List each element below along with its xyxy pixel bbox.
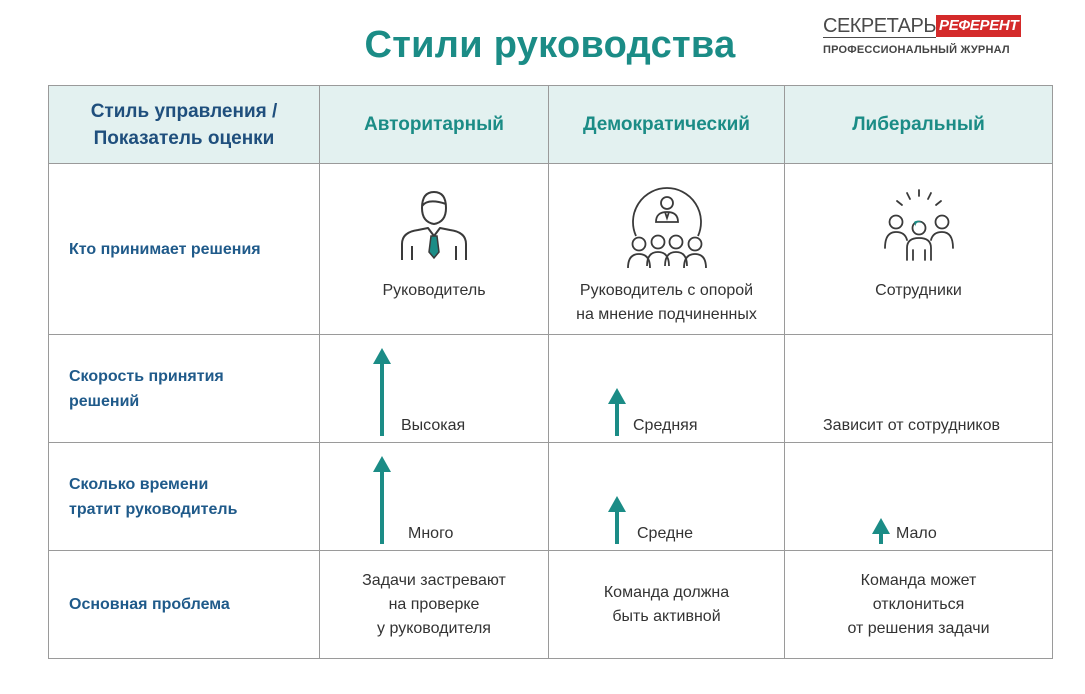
leadership-styles-table xyxy=(48,85,1053,659)
arrow-head xyxy=(373,456,391,472)
cell-problem-democratic xyxy=(549,551,785,659)
row-label-speed-line2: решений xyxy=(69,392,140,410)
cell-speed-democratic xyxy=(549,335,785,443)
problem-authoritarian-line2: на проверке xyxy=(388,595,480,613)
problem-democratic-line1: Команда должна xyxy=(603,583,730,601)
col-header-democratic: Демократический xyxy=(549,86,785,164)
arrow-head xyxy=(373,348,391,364)
decision-maker-democratic-line2: на мнение подчиненных xyxy=(576,306,757,323)
header-row xyxy=(49,86,1053,164)
row-label-time-line2: тратит руководитель xyxy=(69,500,238,518)
row-label-decisions: Кто принимает решения xyxy=(49,164,320,335)
row-label-speed-line1: Скорость принятия xyxy=(69,367,224,385)
logo-subtitle: ПРОФЕССИОНАЛЬНЫЙ ЖУРНАЛ xyxy=(823,44,1010,56)
col-header-liberal: Либеральный xyxy=(785,86,1053,164)
cell-speed-authoritarian xyxy=(320,335,549,443)
time-value-authoritarian: Много xyxy=(408,525,454,542)
row-label-time-line1: Сколько времени xyxy=(69,475,209,493)
cell-speed-liberal xyxy=(785,335,1053,443)
corner-header xyxy=(49,86,320,164)
row-time xyxy=(49,443,1053,551)
decision-maker-democratic xyxy=(549,279,784,327)
problem-liberal-line2: отклониться xyxy=(872,595,965,613)
level-arrow-high xyxy=(373,456,391,544)
journal-logo xyxy=(823,15,1023,63)
arrow-head xyxy=(872,518,890,534)
problem-liberal-line1: Команда может xyxy=(860,571,977,589)
arrow-shaft xyxy=(380,362,384,436)
corner-header-line1: Стиль управления / xyxy=(90,100,278,122)
logo-text-right: РЕФЕРЕНТ xyxy=(936,15,1021,37)
cell-time-democratic xyxy=(549,443,785,551)
decision-maker-authoritarian: Руководитель xyxy=(382,282,486,299)
cell-decisions-liberal xyxy=(785,164,1053,335)
arrow-shaft xyxy=(615,402,619,436)
cell-time-liberal xyxy=(785,443,1053,551)
level-arrow-high xyxy=(373,348,391,436)
row-decisions xyxy=(49,164,1053,335)
cell-problem-liberal xyxy=(785,551,1053,659)
arrow-shaft xyxy=(380,470,384,544)
arrow-head xyxy=(608,388,626,404)
problem-authoritarian-line3: у руководителя xyxy=(377,619,491,637)
collaborating-employees-icon xyxy=(879,184,959,264)
row-label-speed xyxy=(49,335,320,443)
problem-democratic-line2: быть активной xyxy=(612,607,721,625)
logo-text-left: СЕКРЕТАРЬ xyxy=(823,14,936,37)
row-speed xyxy=(49,335,1053,443)
cell-decisions-authoritarian xyxy=(320,164,549,335)
decision-maker-democratic-line1: Руководитель с опорой xyxy=(579,282,754,299)
level-arrow-medium xyxy=(608,348,626,436)
row-label-problem: Основная проблема xyxy=(49,551,320,659)
cell-problem-authoritarian xyxy=(320,551,549,659)
speed-value-democratic: Средняя xyxy=(633,417,698,434)
problem-liberal-line3: от решения задачи xyxy=(847,619,990,637)
col-header-authoritarian: Авторитарный xyxy=(320,86,549,164)
team-with-leader-icon xyxy=(622,184,712,270)
speed-value-authoritarian: Высокая xyxy=(401,417,466,434)
cell-time-authoritarian xyxy=(320,443,549,551)
row-problem xyxy=(49,551,1053,659)
cell-decisions-democratic xyxy=(549,164,785,335)
page-title: Стили руководства xyxy=(364,24,736,66)
row-label-time xyxy=(49,443,320,551)
arrow-shaft xyxy=(615,510,619,544)
corner-header-line2: Показатель оценки xyxy=(93,127,275,149)
manager-icon xyxy=(394,184,474,264)
time-value-democratic: Средне xyxy=(637,525,694,542)
level-arrow-medium xyxy=(608,456,626,544)
decision-maker-liberal: Сотрудники xyxy=(875,282,962,299)
arrow-head xyxy=(608,496,626,512)
speed-value-liberal: Зависит от сотрудников xyxy=(823,417,1000,434)
problem-authoritarian-line1: Задачи застревают xyxy=(362,571,506,589)
level-arrow-low xyxy=(872,456,890,544)
time-value-liberal: Мало xyxy=(896,525,937,542)
